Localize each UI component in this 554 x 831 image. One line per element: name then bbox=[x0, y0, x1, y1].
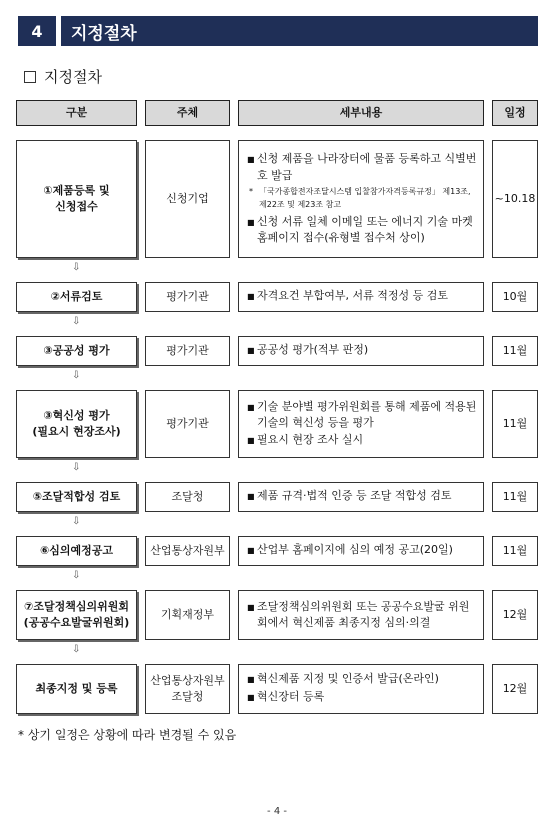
detail-item: ■ 조달정책심의위원회 또는 공공수요발굴 위원회에서 혁신제품 최종지정 심의·의결 bbox=[247, 599, 477, 632]
schedule-label: 12월 bbox=[502, 608, 528, 622]
bullet-square-icon: ■ bbox=[247, 602, 255, 612]
stage-cell bbox=[16, 282, 137, 312]
down-arrow-icon: ⇩ bbox=[72, 516, 81, 527]
schedule-cell bbox=[492, 590, 538, 640]
bullet-square-icon: ■ bbox=[247, 217, 255, 227]
stage-label: 최종지정 및 등록 bbox=[35, 682, 118, 696]
actor-label: 산업통상자원부 조달청 bbox=[150, 674, 225, 703]
table-row bbox=[16, 140, 538, 258]
actor-label: 신청기업 bbox=[166, 192, 209, 206]
details-cell bbox=[238, 282, 484, 312]
actor-label: 평가기관 bbox=[166, 290, 209, 304]
details-cell bbox=[238, 536, 484, 566]
actor-cell bbox=[145, 536, 230, 566]
stage-label: ③혁신성 평가 (필요시 현장조사) bbox=[32, 409, 121, 438]
schedule-cell bbox=[492, 482, 538, 512]
page-number: - 4 - bbox=[267, 806, 287, 817]
details-cell bbox=[238, 482, 484, 512]
down-arrow-icon: ⇩ bbox=[72, 316, 81, 327]
stage-label: ③공공성 평가 bbox=[43, 344, 110, 358]
detail-item: ■ 혁신제품 지정 및 인증서 발급(온라인) bbox=[247, 671, 477, 689]
bullet-square-icon: ■ bbox=[247, 546, 255, 555]
actor-cell bbox=[145, 140, 230, 258]
stage-cell bbox=[16, 482, 137, 512]
table-row bbox=[16, 536, 538, 566]
footnote: * 상기 일정은 상황에 따라 변경될 수 있음 bbox=[18, 728, 237, 742]
asterisk-icon: * bbox=[249, 187, 253, 197]
details-cell bbox=[238, 664, 484, 714]
detail-item: ■ 필요시 현장 조사 실시 bbox=[247, 432, 477, 450]
schedule-cell bbox=[492, 282, 538, 312]
actor-cell bbox=[145, 590, 230, 640]
bullet-square-icon: ■ bbox=[247, 693, 255, 702]
schedule-label: 11월 bbox=[502, 417, 528, 431]
stage-cell bbox=[16, 390, 137, 458]
actor-cell bbox=[145, 282, 230, 312]
down-arrow-icon: ⇩ bbox=[72, 462, 81, 473]
stage-cell bbox=[16, 140, 137, 258]
bullet-square-icon: ■ bbox=[247, 155, 255, 165]
section-header bbox=[18, 16, 538, 46]
subheading bbox=[24, 66, 102, 87]
actor-label: 평가기관 bbox=[166, 344, 209, 358]
stage-label: ②서류검토 bbox=[50, 290, 103, 304]
section-title: 지정절차 bbox=[61, 16, 538, 46]
schedule-cell bbox=[492, 664, 538, 714]
detail-item: ■ 신청 서류 일체 이메일 또는 에너지 기술 마켓 홈페이지 접수(유형별 접수처 상이) bbox=[247, 214, 477, 247]
detail-item: ■ 제품 규격·법적 인증 등 조달 적합성 검토 bbox=[247, 488, 477, 506]
schedule-cell bbox=[492, 536, 538, 566]
schedule-cell bbox=[492, 140, 538, 258]
actor-label: 평가기관 bbox=[166, 417, 209, 431]
stage-label: ①제품등록 및 신청접수 bbox=[43, 184, 110, 213]
detail-note: * 「국가종합전자조달시스템 입찰참가자격등록규정」 제13조, 제22조 및 제23조 참고 bbox=[247, 186, 477, 212]
actor-cell bbox=[145, 390, 230, 458]
schedule-label: 11월 bbox=[502, 490, 528, 504]
bullet-square-icon: ■ bbox=[247, 492, 255, 501]
schedule-cell bbox=[492, 336, 538, 366]
detail-item: ■ 산업부 홈페이지에 심의 예정 공고(20일) bbox=[247, 542, 477, 560]
header-stage: 구분 bbox=[16, 100, 137, 126]
bullet-square-icon: ■ bbox=[247, 346, 255, 355]
down-arrow-icon: ⇩ bbox=[72, 370, 81, 381]
table-row bbox=[16, 390, 538, 458]
schedule-label: ~10.18 bbox=[494, 192, 536, 206]
table-row bbox=[16, 664, 538, 714]
bullet-square-icon: ■ bbox=[247, 435, 255, 445]
checkbox-square-icon bbox=[24, 71, 36, 83]
stage-cell bbox=[16, 590, 137, 640]
schedule-cell bbox=[492, 390, 538, 458]
table-row bbox=[16, 590, 538, 640]
detail-item: ■ 신청 제품을 나라장터에 물품 등록하고 식별번호 발급 bbox=[247, 151, 477, 184]
actor-cell bbox=[145, 664, 230, 714]
header-actor: 주체 bbox=[145, 100, 230, 126]
details-cell bbox=[238, 140, 484, 258]
bullet-square-icon: ■ bbox=[247, 402, 255, 412]
stage-label: ⑦조달정책심의위원회 (공공수요발굴위원회) bbox=[23, 600, 130, 629]
bullet-square-icon: ■ bbox=[247, 292, 255, 301]
actor-cell bbox=[145, 482, 230, 512]
stage-cell bbox=[16, 336, 137, 366]
table-header bbox=[16, 100, 538, 126]
bullet-square-icon: ■ bbox=[247, 675, 255, 684]
actor-label: 산업통상자원부 bbox=[150, 544, 225, 558]
down-arrow-icon: ⇩ bbox=[72, 262, 81, 273]
actor-cell bbox=[145, 336, 230, 366]
detail-item: ■ 자격요건 부합여부, 서류 적정성 등 검토 bbox=[247, 288, 477, 306]
detail-item: ■ 공공성 평가(적부 판정) bbox=[247, 342, 477, 360]
stage-label: ⑥심의예정공고 bbox=[39, 544, 114, 558]
schedule-label: 12월 bbox=[502, 682, 528, 696]
stage-label: ⑤조달적합성 검토 bbox=[32, 490, 121, 504]
stage-cell bbox=[16, 536, 137, 566]
schedule-label: 11월 bbox=[502, 344, 528, 358]
details-cell bbox=[238, 390, 484, 458]
stage-cell bbox=[16, 664, 137, 714]
header-schedule: 일정 bbox=[492, 100, 538, 126]
subheading-text: 지정절차 bbox=[44, 68, 102, 86]
schedule-label: 11월 bbox=[502, 544, 528, 558]
table-row bbox=[16, 282, 538, 312]
table-row bbox=[16, 482, 538, 512]
down-arrow-icon: ⇩ bbox=[72, 644, 81, 655]
table-row bbox=[16, 336, 538, 366]
actor-label: 기획재정부 bbox=[160, 608, 215, 622]
detail-item: ■ 혁신장터 등록 bbox=[247, 689, 477, 707]
down-arrow-icon: ⇩ bbox=[72, 570, 81, 581]
detail-item: ■ 기술 분야별 평가위원회를 통해 제품에 적용된 기술의 혁신성 등을 평가 bbox=[247, 399, 477, 432]
schedule-label: 10월 bbox=[502, 290, 528, 304]
details-cell bbox=[238, 336, 484, 366]
header-details: 세부내용 bbox=[238, 100, 484, 126]
details-cell bbox=[238, 590, 484, 640]
actor-label: 조달청 bbox=[171, 490, 204, 504]
section-number: 4 bbox=[18, 16, 56, 46]
